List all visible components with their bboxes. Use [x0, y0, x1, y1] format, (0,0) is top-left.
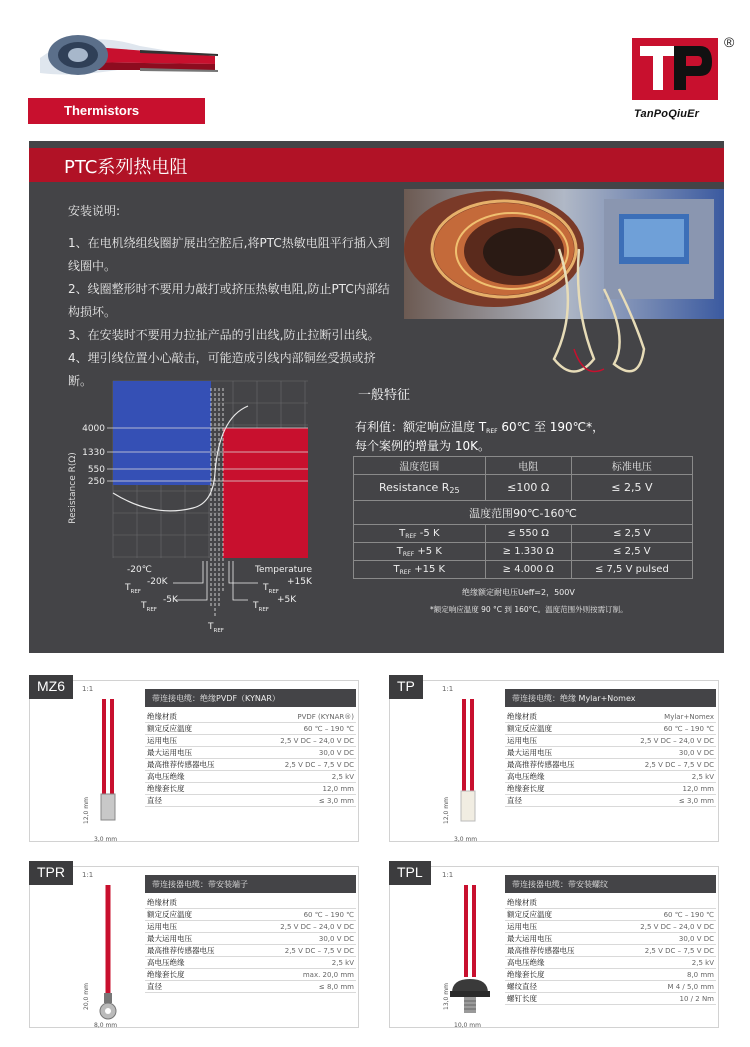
dimension-width: 3,0 mm — [94, 836, 118, 843]
property-value: 12,0 mm — [606, 783, 716, 795]
property-value: M 4 / 5,0 mm — [606, 981, 716, 993]
product-image — [80, 885, 140, 1030]
chart-marker-leader — [175, 561, 207, 600]
property-value: 2,5 V DC – 24,0 V DC — [606, 921, 716, 933]
property-row — [145, 897, 356, 909]
property-row — [505, 711, 716, 723]
product-card-tp — [389, 680, 719, 842]
chart-marker-label-m5k: $T_{REF}-5K$ — [141, 595, 178, 613]
product-properties — [145, 711, 356, 807]
property-name: 最大运用电压 — [145, 747, 246, 759]
property-row — [505, 747, 716, 759]
spec-header: 电阻 — [485, 457, 571, 475]
spec-row — [354, 561, 693, 579]
spec-resistance-row — [354, 475, 693, 501]
property-row — [505, 933, 716, 945]
property-value: ≤ 3,0 mm — [246, 795, 356, 807]
property-name: 绝缘套长度 — [505, 783, 606, 795]
install-line: 2、线圈整形时不要用力敲打或挤压热敏电阻,防止PTC内部结 — [68, 282, 390, 296]
dimension-height: 12,0 mm — [443, 797, 450, 824]
property-row — [505, 759, 716, 771]
property-row — [505, 957, 716, 969]
property-row — [145, 711, 356, 723]
property-value: 30,0 V DC — [606, 933, 716, 945]
property-value: 30,0 V DC — [246, 933, 356, 945]
property-name: 绝缘材质 — [505, 897, 606, 909]
property-row — [505, 945, 716, 957]
chart-y-tick-label: 1330 — [82, 448, 105, 458]
dimension-height: 20,0 mm — [83, 983, 90, 1010]
chart-marker-leader — [233, 561, 248, 600]
product-properties — [505, 711, 716, 807]
general-features-desc: 有利值：额定响应温度 $T_{REF}$ 60℃ 至 190℃*， 每个案例的增量为 10K。 — [355, 420, 605, 453]
page-title: PTC系列热电阻 — [64, 157, 188, 178]
product-model-tag: TPR — [29, 861, 73, 885]
property-value: 60 ℃ – 190 ℃ — [246, 909, 356, 921]
chart-marker-label-p5k: $T_{REF}+5K$ — [253, 595, 297, 613]
product-scale: 1:1 — [82, 685, 94, 693]
product-scale: 1:1 — [82, 871, 94, 879]
motor-winding-photo — [404, 189, 724, 384]
chart-y-tick-label: 250 — [87, 477, 105, 487]
property-value: 10 / 2 Nm — [606, 993, 716, 1005]
product-card-tpl — [389, 866, 719, 1028]
spec-header: 温度范围 — [354, 457, 486, 475]
property-row — [505, 897, 716, 909]
property-name: 运用电压 — [505, 735, 606, 747]
chart-y-tick-label: 4000 — [82, 424, 105, 434]
property-name: 最大运用电压 — [505, 747, 606, 759]
property-name: 额定反应温度 — [505, 909, 606, 921]
property-row — [145, 945, 356, 957]
property-name: 绝缘套长度 — [145, 783, 246, 795]
dimension-height: 13,0 mm — [443, 983, 450, 1010]
spec-cell: ≤100 Ω — [485, 475, 571, 501]
property-value: 8,0 mm — [606, 969, 716, 981]
property-name: 额定反应温度 — [145, 723, 246, 735]
property-name: 螺钉长度 — [505, 993, 606, 1005]
property-value: ≤ 3,0 mm — [606, 795, 716, 807]
product-image — [440, 885, 500, 1030]
property-row — [505, 969, 716, 981]
property-row — [505, 723, 716, 735]
property-value: 2,5 V DC – 24,0 V DC — [246, 735, 356, 747]
spec-range-cell: 温度范围90℃-160℃ — [354, 501, 693, 525]
section-label: Thermistors — [28, 98, 205, 124]
chart-zone-high — [223, 428, 308, 558]
property-value: 12,0 mm — [246, 783, 356, 795]
product-scale: 1:1 — [442, 871, 454, 879]
product-cable-description: 带连接器电缆：带安装端子 — [145, 875, 356, 893]
property-value: Mylar+Nomex — [606, 711, 716, 723]
install-line: 3、在安装时不要用力拉扯产品的引出线,防止拉断引出线。 — [68, 328, 380, 342]
install-title: 安装说明: — [68, 204, 121, 218]
property-name: 直径 — [505, 795, 606, 807]
property-row — [145, 735, 356, 747]
product-cable-description: 带连接器电缆：带安装螺纹 — [505, 875, 716, 893]
property-row — [145, 783, 356, 795]
general-features-title: 一般特征 — [358, 388, 411, 403]
property-row — [145, 957, 356, 969]
chart-marker-label-p15k: $T_{REF}+15K$ — [263, 577, 312, 595]
property-value: 2,5 V DC – 7,5 V DC — [246, 945, 356, 957]
property-name: 绝缘套长度 — [145, 969, 246, 981]
property-name: 直径 — [145, 981, 246, 993]
property-row — [145, 909, 356, 921]
chart-x-label: Temperature — [255, 565, 313, 575]
property-row — [505, 771, 716, 783]
spec-cell: ≤ 2,5 V — [571, 543, 692, 561]
property-row — [505, 783, 716, 795]
dimension-width: 10,0 mm — [454, 1022, 481, 1029]
property-name: 高电压绝缘 — [145, 957, 246, 969]
spec-cell: $T_{REF} +15$ K — [354, 561, 486, 579]
property-value: 2,5 kV — [606, 957, 716, 969]
property-name: 最高推荐传感器电压 — [505, 759, 606, 771]
property-row — [145, 771, 356, 783]
property-value: max. 20,0 mm — [246, 969, 356, 981]
chart-marker-leader — [173, 561, 203, 583]
spec-header: 标准电压 — [571, 457, 692, 475]
property-name: 绝缘材质 — [505, 711, 606, 723]
property-name: 高电压绝缘 — [145, 771, 246, 783]
property-row — [505, 795, 716, 807]
property-value: ≤ 8,0 mm — [246, 981, 356, 993]
property-row — [145, 933, 356, 945]
ptc-resistance-chart — [63, 378, 343, 638]
product-scale: 1:1 — [442, 685, 454, 693]
product-model-tag: MZ6 — [29, 675, 73, 699]
product-image — [80, 699, 140, 844]
property-name: 最高推荐传感器电压 — [145, 759, 246, 771]
registered-mark: ® — [724, 34, 735, 50]
property-value — [246, 897, 356, 909]
install-instructions — [68, 200, 398, 393]
chart-y-tick-label: 550 — [87, 465, 105, 475]
property-row — [145, 747, 356, 759]
spec-row — [354, 543, 693, 561]
product-card-mz6 — [29, 680, 359, 842]
product-model-tag: TP — [389, 675, 423, 699]
property-name: 最大运用电压 — [145, 933, 246, 945]
property-value: 30,0 V DC — [606, 747, 716, 759]
product-properties — [145, 897, 356, 993]
property-row — [145, 759, 356, 771]
property-name: 绝缘材质 — [145, 711, 246, 723]
install-line: 1、在电机绕组线圈扩展出空腔后,将PTC热敏电阻平行插入到 — [68, 236, 390, 250]
property-name: 最大运用电压 — [505, 933, 606, 945]
property-value — [606, 897, 716, 909]
spec-table — [353, 456, 693, 579]
property-value: 2,5 kV — [246, 771, 356, 783]
logo-text: TanPoQiuEr — [634, 108, 700, 120]
property-name: 运用电压 — [505, 921, 606, 933]
property-row — [145, 795, 356, 807]
product-model-tag: TPL — [389, 861, 431, 885]
thermistor-header-graphic — [20, 18, 220, 88]
chart-zone-low — [113, 381, 211, 485]
product-properties — [505, 897, 716, 1005]
property-name: 运用电压 — [145, 735, 246, 747]
property-value: 2,5 V DC – 7,5 V DC — [246, 759, 356, 771]
spec-cell: ≤ 2,5 V — [571, 525, 692, 543]
property-row — [145, 723, 356, 735]
product-image — [440, 699, 500, 844]
spec-range-row — [354, 501, 693, 525]
property-value: 60 ℃ – 190 ℃ — [606, 909, 716, 921]
property-name: 螺纹直径 — [505, 981, 606, 993]
spec-cell: Resistance $R_{25}$ — [354, 475, 486, 501]
property-row — [505, 921, 716, 933]
property-name: 额定反应温度 — [145, 909, 246, 921]
install-line: 线圈中。 — [68, 259, 117, 273]
spec-cell: ≤ 550 Ω — [485, 525, 571, 543]
property-value: 2,5 V DC – 7,5 V DC — [606, 759, 716, 771]
temperature-footnote: *额定响应温度 90 °C 到 160°C。温度范围外则按需订制。 — [430, 605, 628, 614]
spec-header-row — [354, 457, 693, 475]
spec-cell: $T_{REF}$ -5 K — [354, 525, 486, 543]
property-name: 绝缘材质 — [145, 897, 246, 909]
property-name: 高电压绝缘 — [505, 957, 606, 969]
dimension-width: 8,0 mm — [94, 1022, 118, 1029]
property-value: 30,0 V DC — [246, 747, 356, 759]
property-row — [505, 735, 716, 747]
property-name: 运用电压 — [145, 921, 246, 933]
property-value: 2,5 V DC – 24,0 V DC — [606, 735, 716, 747]
property-row — [505, 981, 716, 993]
property-row — [145, 981, 356, 993]
spec-cell: ≤ 2,5 V — [571, 475, 692, 501]
property-value: PVDF (KYNAR®) — [246, 711, 356, 723]
property-name: 绝缘套长度 — [505, 969, 606, 981]
spec-cell: ≤ 7,5 V pulsed — [571, 561, 692, 579]
dimension-height: 12,0 mm — [83, 797, 90, 824]
property-name: 额定反应温度 — [505, 723, 606, 735]
product-cable-description: 带连接电缆：绝缘 Mylar+Nomex — [505, 689, 716, 707]
dimension-width: 3,0 mm — [454, 836, 478, 843]
spec-cell: ≥ 1.330 Ω — [485, 543, 571, 561]
spec-cell: ≥ 4.000 Ω — [485, 561, 571, 579]
property-row — [505, 993, 716, 1005]
property-name: 直径 — [145, 795, 246, 807]
property-row — [505, 909, 716, 921]
install-line: 构损坏。 — [68, 305, 117, 319]
spec-cell: $T_{REF} +5$ K — [354, 543, 486, 561]
property-value: 2,5 V DC – 7,5 V DC — [606, 945, 716, 957]
chart-marker-label-m20c: -20℃ — [127, 565, 152, 575]
spec-row — [354, 525, 693, 543]
chart-y-label: Resistance R(Ω) — [68, 452, 78, 524]
product-card-tpr — [29, 866, 359, 1028]
property-row — [145, 969, 356, 981]
property-value: 60 ℃ – 190 ℃ — [246, 723, 356, 735]
property-name: 高电压绝缘 — [505, 771, 606, 783]
property-value: 2,5 kV — [606, 771, 716, 783]
property-name: 最高推荐传感器电压 — [145, 945, 246, 957]
property-row — [145, 921, 356, 933]
property-name: 最高推荐传感器电压 — [505, 945, 606, 957]
chart-marker-label-m20k: $T_{REF}-20K$ — [125, 577, 168, 595]
chart-marker-label-tref: $T_{REF}$ — [208, 622, 224, 634]
property-value: 2,5 kV — [246, 957, 356, 969]
property-value: 60 ℃ – 190 ℃ — [606, 723, 716, 735]
property-value: 2,5 V DC – 24,0 V DC — [246, 921, 356, 933]
product-cable-description: 带连接电缆：绝缘PVDF（KYNAR） — [145, 689, 356, 707]
install-line: 4、埋引线位置小心敲击，可能造成引线内部铜丝受损或挤断。 — [68, 351, 376, 388]
insulation-note: 绝缘额定耐电压Ueff=2，500V — [462, 588, 575, 597]
